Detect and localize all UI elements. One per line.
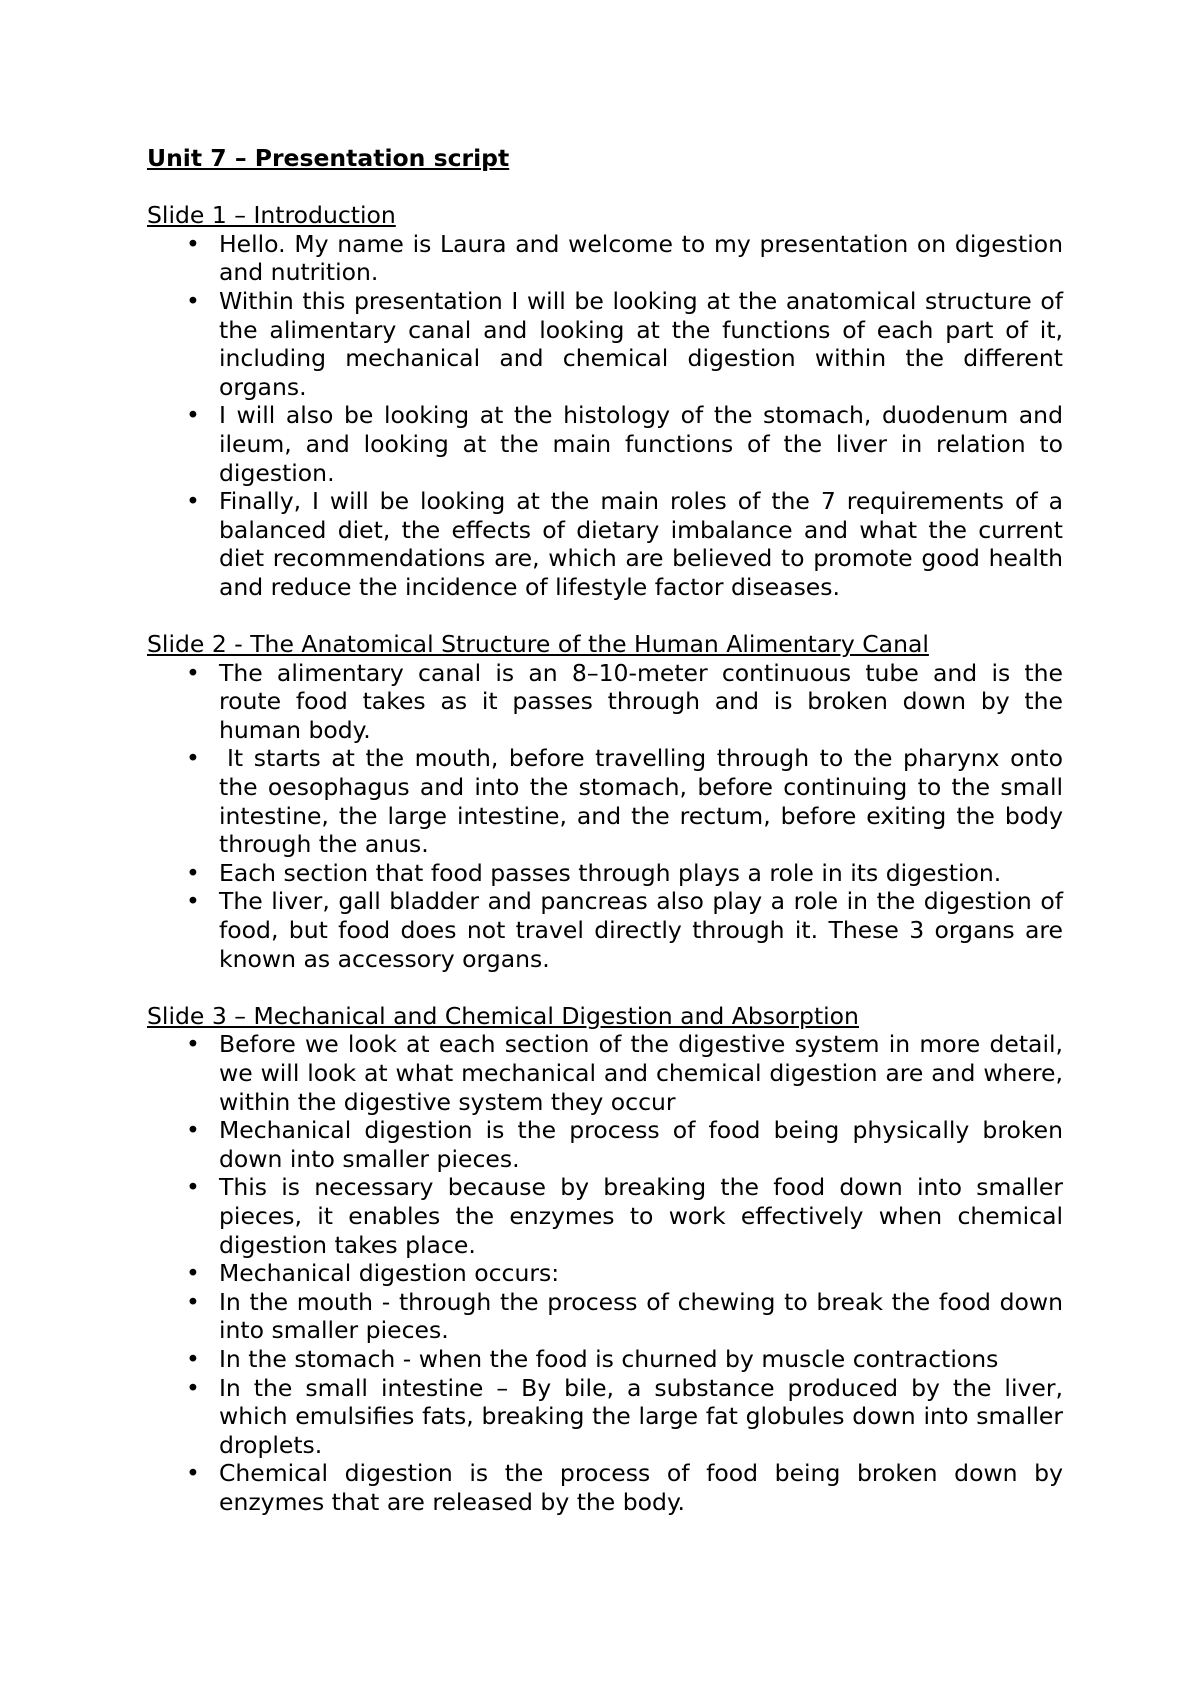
bullet-icon: • [186,744,200,773]
bullet-icon: • [186,1373,200,1402]
bullet-text: Each section that food passes through plays a role in its digestion. [219,858,1002,887]
list-item [147,1173,1063,1259]
document-page [147,144,1063,1545]
bullet-icon: • [186,487,200,516]
bullet-text: Before we look at each section of the digestive system in more detail, we will look at what mechanical and chemical digestion are and where, within the digestive system they occur [219,1030,1063,1116]
slide-1-bullets [147,230,1063,602]
bullet-icon: • [186,658,200,687]
bullet-text: Mechanical digestion occurs: [219,1259,560,1288]
bullet-text: Within this presentation I will be looking at the anatomical structure of the alimentary canal and looking at the functions of each part of it, including mechanical and chemical digestion within the different organs. [219,286,1063,401]
bullet-text: The liver, gall bladder and pancreas also play a role in the digestion of food, but food does not travel directly through it. These 3 organs are known as accessory organs. [219,887,1063,973]
bullet-icon: • [186,401,200,430]
bullet-text: The alimentary canal is an 8–10-meter continuous tube and is the route food takes as it passes through and is broken down by the human body. [219,658,1063,744]
list-item [147,287,1063,401]
list-item [147,401,1063,487]
slide-2-bullets [147,659,1063,974]
bullet-text: In the stomach - when the food is churned by muscle contractions [219,1344,999,1373]
bullet-text: In the mouth - through the process of chewing to break the food down into smaller pieces. [219,1287,1063,1345]
list-item [147,859,1063,888]
bullet-icon: • [186,858,200,887]
bullet-text: It starts at the mouth, before travelling through to the pharynx onto the oesophagus and into the stomach, before continuing to the small intestine, the large intestine, and the rectum, before exiting the body through the anus. [219,744,1063,859]
bullet-icon: • [186,1259,200,1288]
list-item [147,230,1063,287]
list-item [147,1288,1063,1345]
list-item [147,1374,1063,1460]
bullet-text: This is necessary because by breaking the food down into smaller pieces, it enables the enzymes to work effectively when chemical digestion takes place. [219,1173,1063,1259]
slide-3-heading: Slide 3 – Mechanical and Chemical Digestion and Absorption [147,1001,859,1030]
list-item [147,1345,1063,1374]
bullet-icon: • [186,1344,200,1373]
bullet-text: In the small intestine – By bile, a substance produced by the liver, which emulsifies fats, breaking the large fat globules down into smaller droplets. [219,1373,1063,1459]
bullet-icon: • [186,1287,200,1316]
bullet-text: Chemical digestion is the process of food being broken down by enzymes that are released by the body. [219,1459,1063,1516]
bullet-icon: • [186,229,200,258]
list-item [147,887,1063,973]
slide-1-heading: Slide 1 – Introduction [147,201,396,230]
bullet-text: Mechanical digestion is the process of food being physically broken down into smaller pieces. [219,1116,1063,1173]
list-item [147,659,1063,745]
bullet-icon: • [186,1116,200,1145]
list-item [147,1459,1063,1516]
bullet-icon: • [186,1173,200,1202]
bullet-text: Finally, I will be looking at the main roles of the 7 requirements of a balanced diet, the effects of dietary imbalance and what the current diet recommendations are, which are believed to promote good health and reduce the incidence of lifestyle factor diseases. [219,487,1063,601]
list-item [147,1116,1063,1173]
list-item [147,487,1063,601]
slide-2-heading: Slide 2 - The Anatomical Structure of the Human Alimentary Canal [147,630,929,659]
document-title: Unit 7 – Presentation script [147,144,510,172]
list-item [147,744,1063,858]
bullet-icon: • [186,286,200,315]
bullet-icon: • [186,1030,200,1059]
bullet-text: I will also be looking at the histology of the stomach, duodenum and ileum, and looking at the main functions of the liver in relation to digestion. [219,401,1063,487]
list-item [147,1030,1063,1116]
slide-3-bullets [147,1030,1063,1516]
bullet-icon: • [186,887,200,916]
list-item [147,1259,1063,1288]
bullet-text: Hello. My name is Laura and welcome to my presentation on digestion and nutrition. [219,229,1063,287]
bullet-icon: • [186,1459,200,1488]
